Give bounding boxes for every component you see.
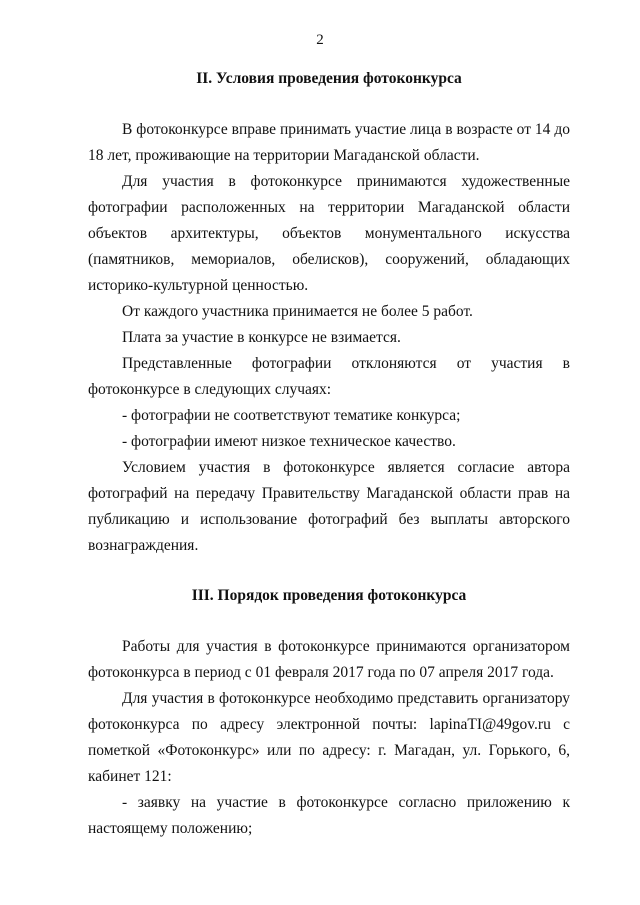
list-item: - фотографии не соответствуют тематике конкурса; [122,407,461,424]
list-item: - заявку на участие в фотоконкурсе согласно приложению к настоящему положению; [88,794,570,837]
list-item: - фотографии имеют низкое техническое качество. [122,433,456,450]
paragraph: Для участия в фотоконкурсе принимаются художественные фотографии расположенных на территории Магаданской области объектов архитектуры, объектов монументального искусства (памятников, мемориалов, обелисков), сооружений, обладающих историко-культурной ценностью. [88,173,570,294]
paragraph: Представленные фотографии отклоняются от участия в фотоконкурсе в следующих случаях: [88,355,570,398]
section-procedure [88,583,570,842]
section-conditions [88,66,570,559]
paragraph: Плата за участие в конкурсе не взимается. [122,329,401,346]
paragraph: От каждого участника принимается не более 5 работ. [122,303,473,320]
section-heading: III. Порядок проведения фотоконкурса [191,587,467,604]
paragraph: Для участия в фотоконкурсе необходимо представить организатору фотоконкурса по адресу электронной почты: lapinaTI@49gov.ru с пометкой «Фотоконкурс» или по адресу: г. Магадан, ул. Горького, 6, кабинет 121: [88,690,570,785]
paragraph: Работы для участия в фотоконкурсе принимаются организатором фотоконкурса в период с 01 февраля 2017 года по 07 апреля 2017 года. [88,638,570,681]
section-heading: II. Условия проведения фотоконкурса [196,70,462,87]
paragraph: Условием участия в фотоконкурсе является согласие автора фотографий на передачу Правительству Магаданской области прав на публикацию и использование фотографий без выплаты авторского вознаграждения. [88,459,570,554]
paragraph: В фотоконкурсе вправе принимать участие лица в возрасте от 14 до 18 лет, проживающие на территории Магаданской области. [88,121,570,164]
page-number: 2 [316,32,324,48]
